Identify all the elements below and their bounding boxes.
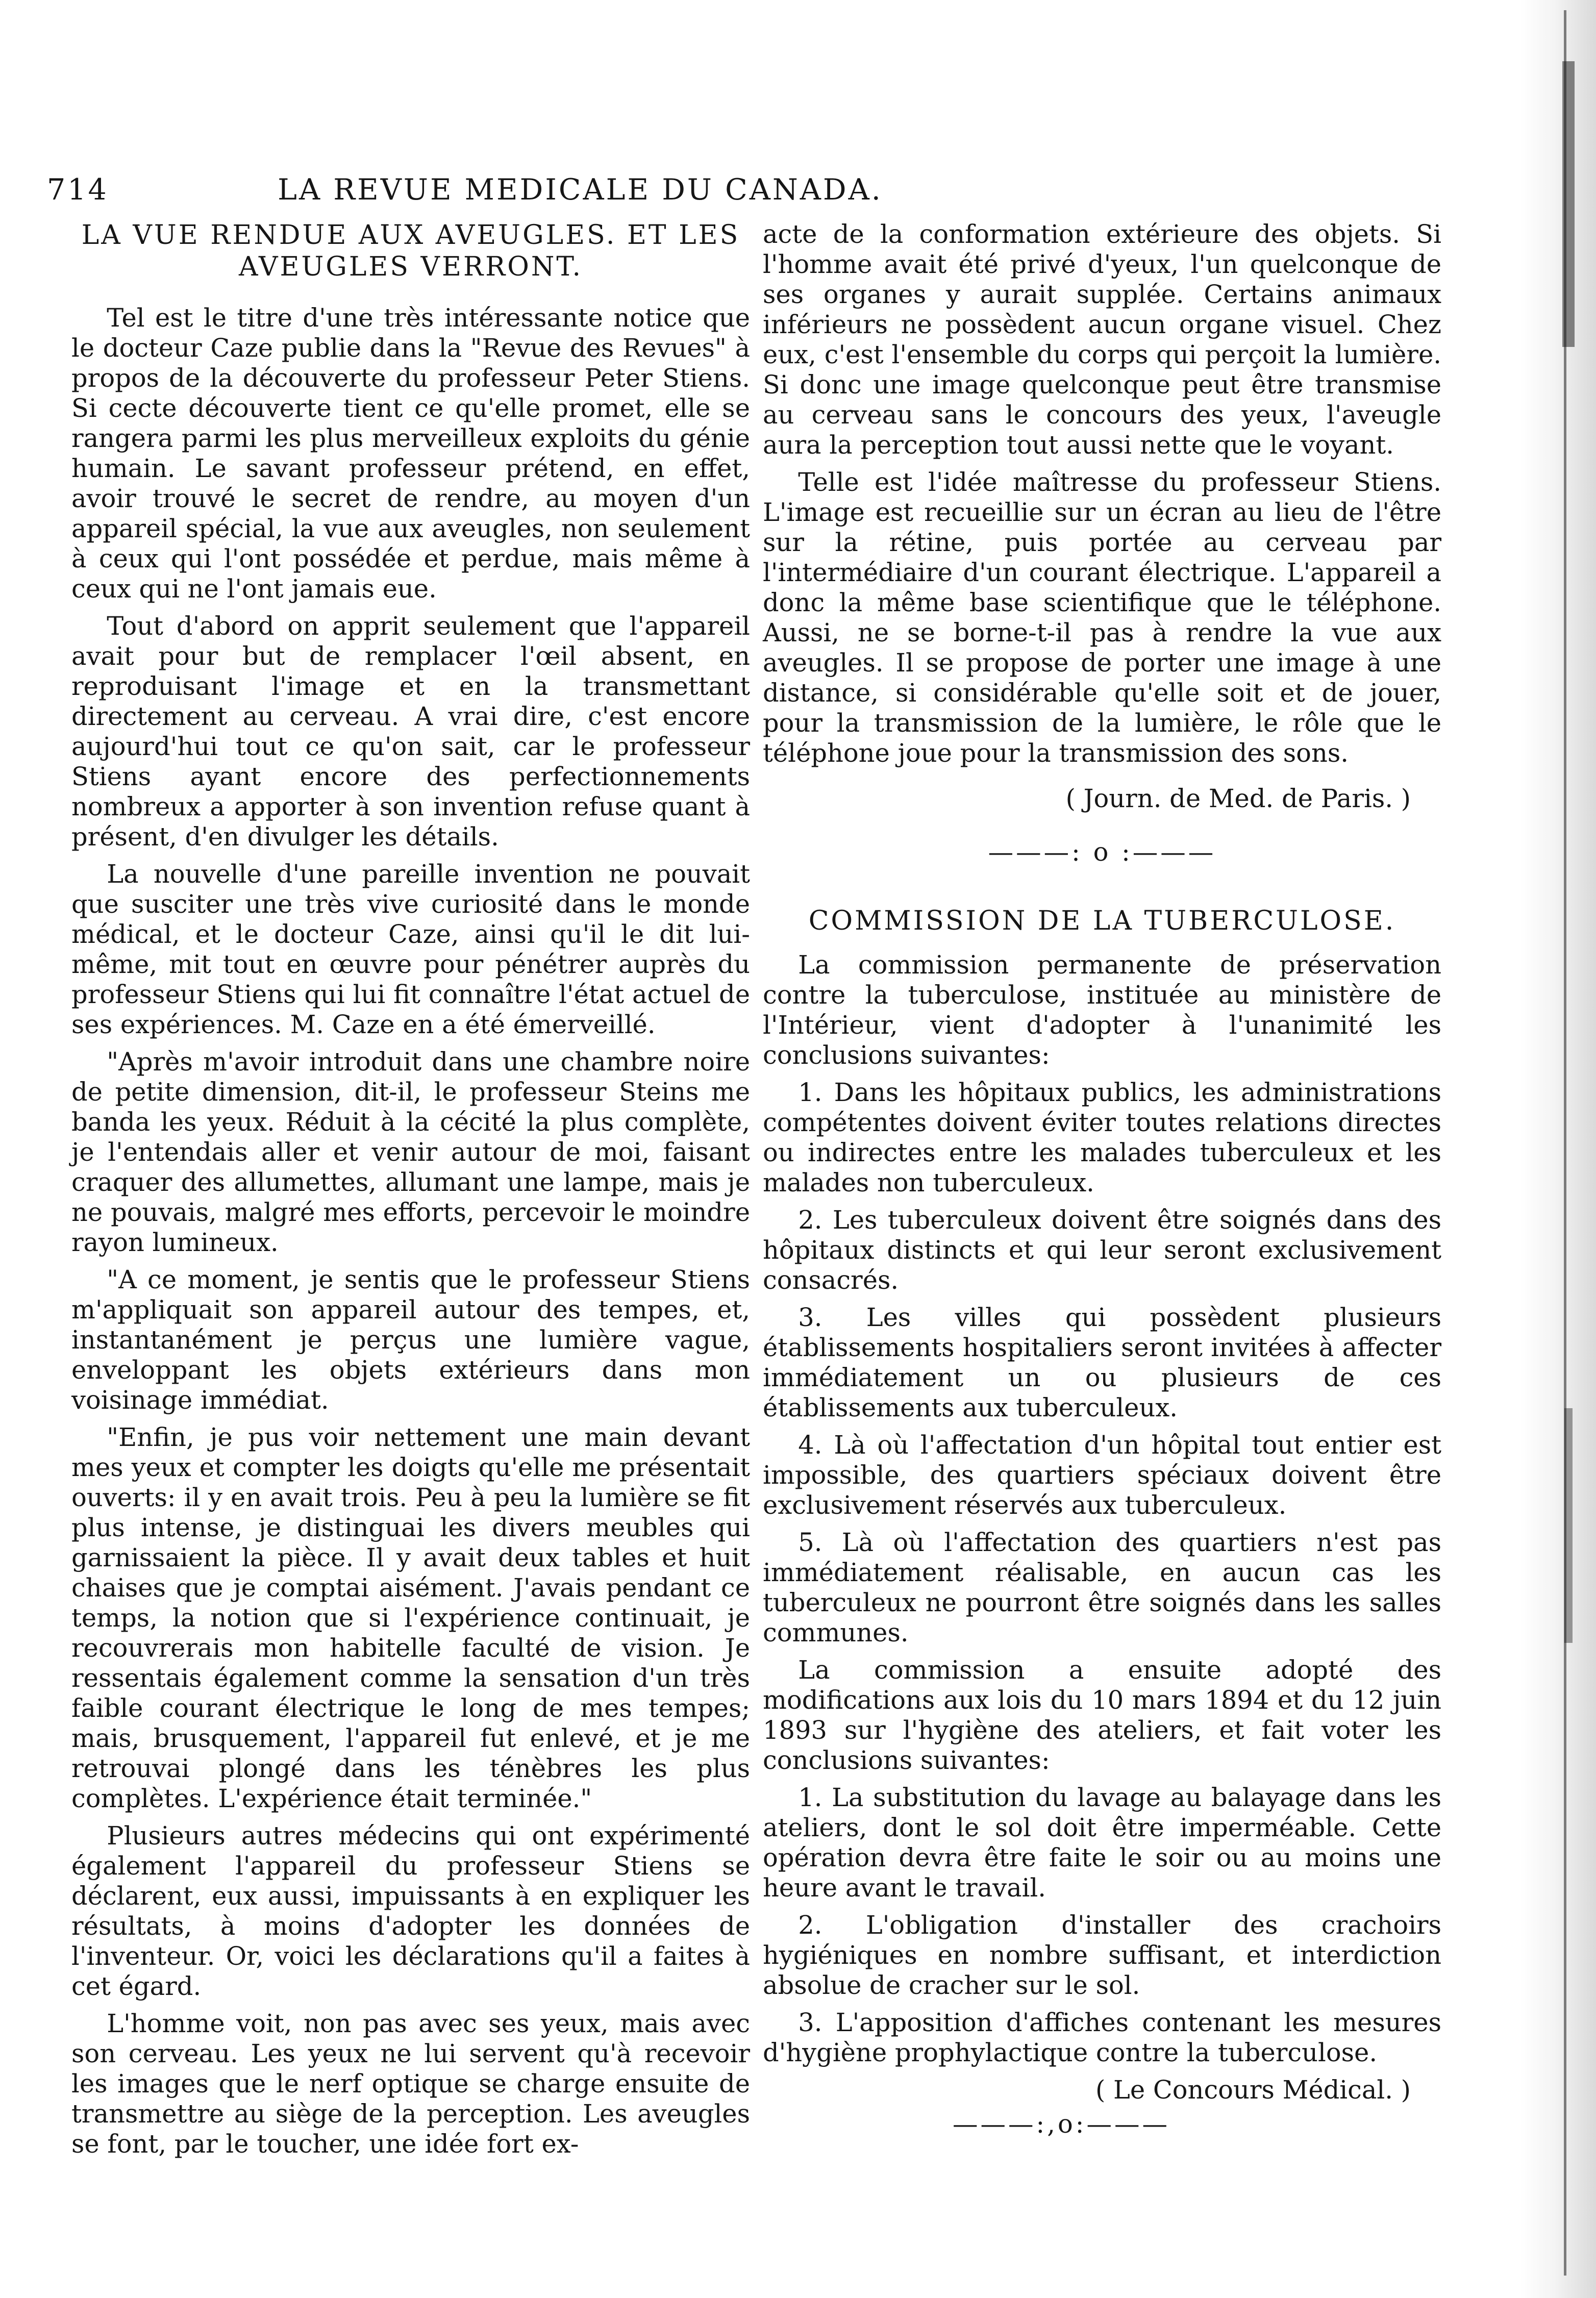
paragraph-continued: acte de la conformation extérieure des objets. Si l'homme avait été privé d'yeux, l'un quelconque de ses organes y aurait supplée. Certains animaux inférieurs ne possèdent aucun organe visuel. Chez eux, c'est l'ensemble du corps qui perçoit la lumière. Si donc une image quelconque peut être transmise au cerveau sans le concours des yeux, l'aveugle aura la perception tout aussi nette que le voyant. [763, 219, 1441, 460]
list-item: 2. L'obligation d'installer des crachoirs hygiéniques en nombre suffisant, et interdiction absolue de cracher sur le sol. [763, 1910, 1441, 2000]
list-item: 5. Là où l'affectation des quartiers n'est pas immédiatement réalisable, en aucun cas les tuberculeux ne pourront être soignés dans les salles communes. [763, 1528, 1441, 1647]
paragraph: "Enfin, je pus voir nettement une main devant mes yeux et compter les doigts qu'elle me présentait ouverts: il y en avait trois. Peu à peu la lumière se fit plus intense, je distinguai les divers meubles qui garnissaient la pièce. Il y avait deux tables et huit chaises que je comptai aisément. J'avais pendant ce temps, la notion que si l'expérience continuait, je recouvrerais mon habitelle faculté de vision. Je ressentais également comme la sensation d'un très faible courant électrique le long de mes tempes; mais, brusquement, l'appareil fut enlevé, et je me retrouvai plongé dans les ténèbres les plus complètes. L'expérience était terminée." [71, 1422, 750, 1813]
source-citation: ( Le Concours Médical. ) [1095, 2075, 1411, 2105]
section-title: COMMISSION DE LA TUBERCULOSE. [808, 906, 1396, 936]
running-title: LA REVUE MEDICALE DU CANADA. [278, 173, 883, 207]
end-divider: ———:,o:——— [953, 2109, 1170, 2139]
list-item: 1. Dans les hôpitaux publics, les administrations compétentes doivent éviter toutes relations directes ou indirectes entre les malades tuberculeux et les malades non tuberculeux. [763, 1078, 1441, 1197]
list-item: 3. Les villes qui possèdent plusieurs établissements hospitaliers seront invitées à affecter immédiatement un ou plusieurs de ces établissements aux tuberculeux. [763, 1303, 1441, 1422]
paragraph: Telle est l'idée maîtresse du professeur Stiens. L'image est recueillie sur un écran au lieu de l'être sur la rétine, puis portée au cerveau par l'intermédiaire d'un courant électrique. L'appareil a donc la même base scientifique que le téléphone. Aussi, ne se borne-t-il pas à rendre la vue aux aveugles. Il se propose de porter une image à une distance, si considérable qu'elle soit et de jouer, pour la transmission de la lumière, le rôle que le téléphone joue pour la transmission des sons. [763, 467, 1441, 768]
page-edge-mark [1562, 61, 1575, 347]
section-divider: ———: o :——— [988, 837, 1216, 867]
page-edge-shadow [1519, 0, 1596, 2298]
list-item: 3. L'apposition d'affiches contenant les mesures d'hygiène prophylactique contre la tuberculose. [763, 2008, 1441, 2067]
paragraph: "Après m'avoir introduit dans une chambre noire de petite dimension, dit-il, le professeur Steins me banda les yeux. Réduit à la cécité la plus complète, je l'entendais aller et venir autour de moi, faisant craquer des allumettes, allumant une lampe, mais je ne pouvais, malgré mes efforts, percevoir le moindre rayon lumineux. [71, 1047, 750, 1257]
right-column [763, 219, 1441, 2139]
list-item: 4. Là où l'affectation d'un hôpital tout entier est impossible, des quartiers spéciaux doivent être exclusivement réservés aux tuberculeux. [763, 1430, 1441, 1520]
article-title: LA VUE RENDUE AUX AVEUGLES. ET LES AVEUGLES VERRONT. [81, 220, 740, 282]
list-item: 2. Les tuberculeux doivent être soignés dans des hôpitaux distincts et qui leur seront exclusivement consacrés. [763, 1205, 1441, 1295]
paragraph: L'homme voit, non pas avec ses yeux, mais avec son cerveau. Les yeux ne lui servent qu'à recevoir les images que le nerf optique se charge ensuite de transmettre au siège de la perception. Les aveugles se font, par le toucher, une idée fort ex- [71, 2009, 750, 2159]
list-item: 1. La substitution du lavage au balayage dans les ateliers, dont le sol doit être imperméable. Cette opération devra être faite le soir ou au moins une heure avant le travail. [763, 1783, 1441, 1903]
paragraph: La commission a ensuite adopté des modifications aux lois du 10 mars 1894 et du 12 juin 1893 sur l'hygiène des ateliers, et fait voter les conclusions suivantes: [763, 1655, 1441, 1775]
paragraph: La commission permanente de préservation contre la tuberculose, instituée au ministère de l'Intérieur, vient d'adopter à l'unanimité les conclusions suivantes: [763, 950, 1441, 1070]
page-header [47, 164, 1113, 215]
page-edge-line [1564, 10, 1566, 2276]
source-citation: ( Journ. de Med. de Paris. ) [1065, 784, 1411, 813]
page-number: 714 [47, 173, 109, 207]
paragraph: Tout d'abord on apprit seulement que l'appareil avait pour but de remplacer l'œil absent, en reproduisant l'image et en la transmettant directement au cerveau. A vrai dire, c'est encore aujourd'hui tout ce qu'on sait, car le professeur Stiens ayant encore des perfectionnements nombreux a apporter à son invention refuse quant à présent, d'en divulger les détails. [71, 611, 750, 852]
paragraph: Tel est le titre d'une très intéressante notice que le docteur Caze publie dans la "Revue des Revues" à propos de la découverte du professeur Peter Stiens. Si cecte découverte tient ce qu'elle promet, elle se rangera parmi les plus merveilleux exploits du génie humain. Le savant professeur prétend, en effet, avoir trouvé le secret de rendre, au moyen d'un appareil spécial, la vue aux aveugles, non seulement à ceux qui l'ont possédée et perdue, mais même à ceux qui ne l'ont jamais eue. [71, 303, 750, 604]
page-edge-mark [1564, 1408, 1573, 1643]
paragraph: La nouvelle d'une pareille invention ne pouvait que susciter une très vive curiosité dans le monde médical, et le docteur Caze, ainsi qu'il le dit lui-même, mit tout en œuvre pour pénétrer auprès du professeur Stiens qui lui fit connaître l'état actuel de ses expériences. M. Caze en a été émerveillé. [71, 859, 750, 1039]
paragraph: "A ce moment, je sentis que le professeur Stiens m'appliquait son appareil autour des tempes, et, instantanément je perçus une lumière vague, enveloppant les objets extérieurs dans mon voisinage immédiat. [71, 1265, 750, 1415]
left-column [71, 219, 750, 2166]
paragraph: Plusieurs autres médecins qui ont expérimenté également l'appareil du professeur Stiens se déclarent, eux aussi, impuissants à en expliquer les résultats, à moins d'adopter les données de l'inventeur. Or, voici les déclarations qu'il a faites à cet égard. [71, 1821, 750, 2001]
